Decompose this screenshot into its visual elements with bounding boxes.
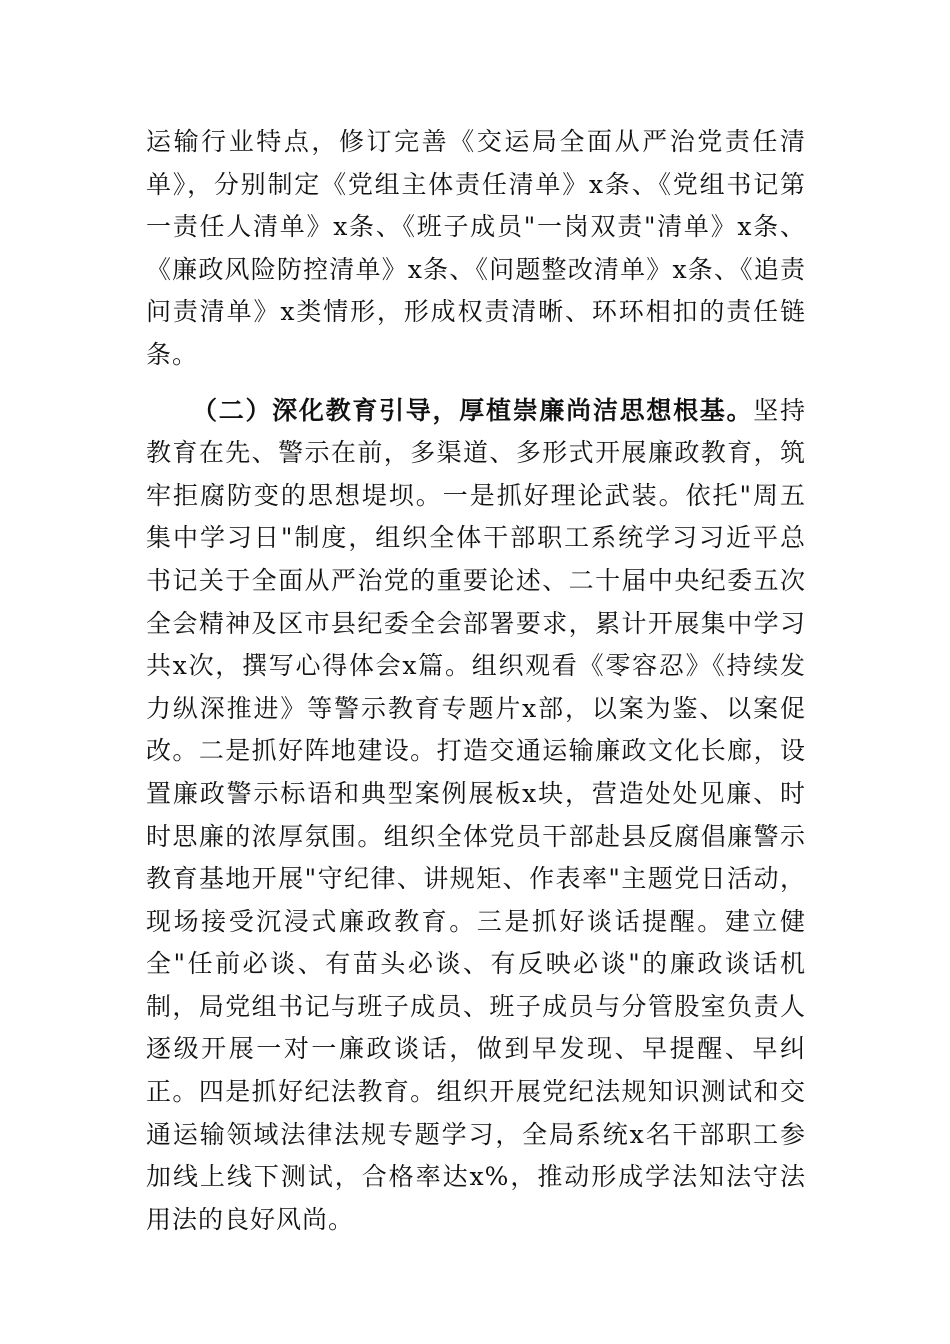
paragraph-responsibility-lists: 运输行业特点，修订完善《交运局全面从严治党责任清单》，分别制定《党组主体责任清单》x条、《党组书记第一责任人清单》x条、《班子成员"一岗双责"清单》x条、《廉政风险防控清单》x条、《问题整改清单》x条、《追责问责清单》x类情形，形成权责清晰、环环相扣的责任链条。: [146, 127, 806, 369]
document-body: [146, 121, 806, 1241]
section-heading-education: （二）深化教育引导，厚植崇廉尚洁思想根基。: [192, 395, 754, 425]
paragraph-education-guidance: [146, 390, 806, 1242]
section-body-education: 坚持教育在先、警示在前，多渠道、多形式开展廉政教育，筑牢拒腐防变的思想堤坝。一是抓好理论武装。依托"周五集中学习日"制度，组织全体干部职工系统学习习近平总书记关于全面从严治党的重要论述、二十届中央纪委五次全会精神及区市县纪委全会部署要求，累计开展集中学习共x次，撰写心得体会x篇。组织观看《零容忍》《持续发力纵深推进》等警示教育专题片x部，以案为鉴、以案促改。二是抓好阵地建设。打造交通运输廉政文化长廊，设置廉政警示标语和典型案例展板x块，营造处处见廉、时时思廉的浓厚氛围。组织全体党员干部赴县反腐倡廉警示教育基地开展"守纪律、讲规矩、作表率"主题党日活动，现场接受沉浸式廉政教育。三是抓好谈话提醒。建立健全"任前必谈、有苗头必谈、有反映必谈"的廉政谈话机制，局党组书记与班子成员、班子成员与分管股室负责人逐级开展一对一廉政谈话，做到早发现、早提醒、早纠正。四是抓好纪法教育。组织开展党纪法规知识测试和交通运输领域法律法规专题学习，全局系统x名干部职工参加线上线下测试，合格率达x%，推动形成学法知法守法用法的良好风尚。: [146, 395, 806, 1234]
